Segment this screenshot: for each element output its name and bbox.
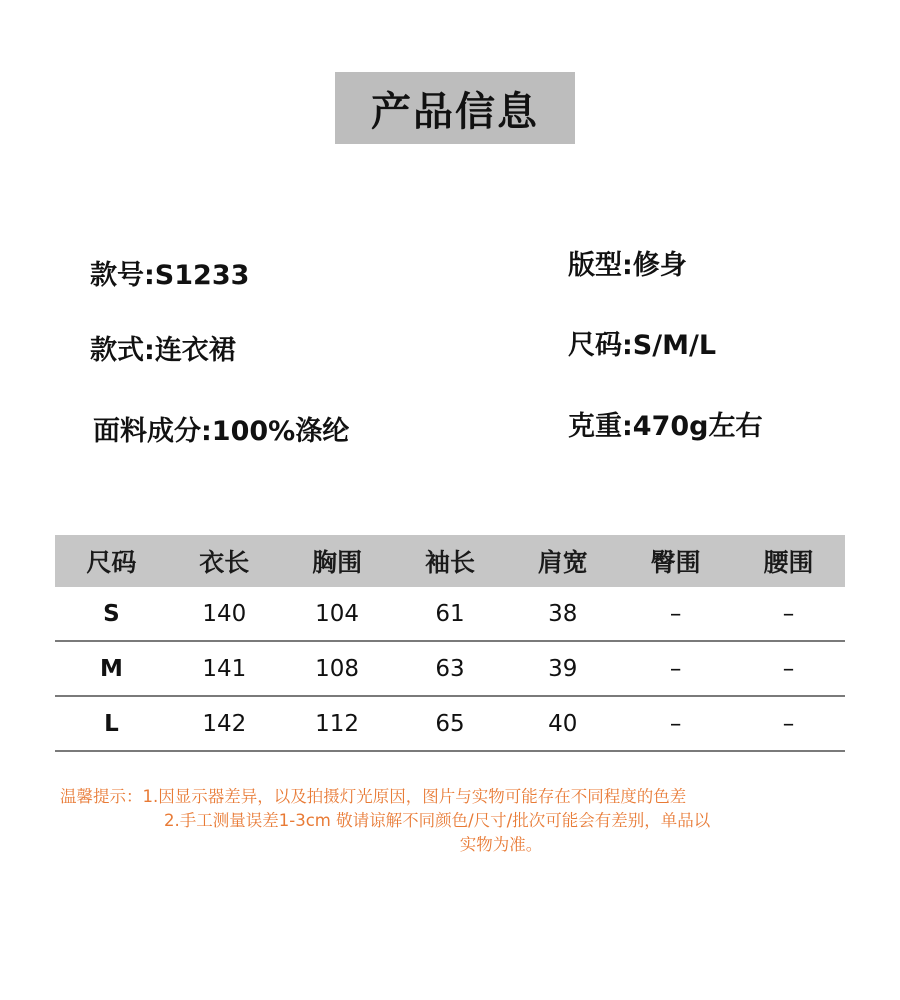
- table-cell: –: [669, 655, 682, 682]
- table-cell: 108: [315, 655, 360, 682]
- table-cell: 112: [315, 710, 360, 737]
- info-sizes: 尺码:S/M/L: [568, 330, 717, 361]
- info-style-type: 款式:连衣裙: [90, 335, 236, 366]
- header-size: 尺码: [86, 548, 137, 577]
- table-cell: 39: [548, 655, 578, 682]
- table-cell: 61: [435, 600, 465, 627]
- table-cell: –: [782, 655, 795, 682]
- page-title: 产品信息: [371, 88, 539, 135]
- table-cell: –: [669, 710, 682, 737]
- table-row: [55, 587, 845, 642]
- header-sleeve: 袖长: [424, 548, 475, 577]
- size-table: [55, 535, 845, 752]
- info-material: 面料成分:100%涤纶: [93, 416, 350, 447]
- size-table-header: [55, 535, 845, 587]
- table-cell: 104: [315, 600, 360, 627]
- info-style-no: 款号:S1233: [90, 260, 250, 291]
- notice-line-3: 实物为准。: [459, 835, 543, 854]
- title-banner: [335, 72, 575, 144]
- header-waist: 腰围: [763, 548, 814, 577]
- info-weight: 克重:470g左右: [568, 411, 763, 442]
- table-cell: –: [669, 600, 682, 627]
- header-hip: 臀围: [650, 548, 701, 577]
- notice-line-2: 2.手工测量误差1-3cm 敬请谅解不同颜色/尺寸/批次可能会有差别，单品以: [164, 811, 711, 830]
- table-cell: S: [103, 600, 120, 627]
- table-row: [55, 697, 845, 752]
- table-row: [55, 642, 845, 697]
- table-cell: 142: [202, 710, 247, 737]
- header-bust: 胸围: [312, 548, 363, 577]
- header-shoulder: 肩宽: [537, 548, 588, 577]
- info-fit: 版型:修身: [568, 250, 687, 281]
- table-cell: 140: [202, 600, 247, 627]
- notice-text: [60, 785, 842, 857]
- notice-line-1: 温馨提示：1.因显示器差异，以及拍摄灯光原因，图片与实物可能存在不同程度的色差: [60, 787, 687, 806]
- table-cell: 63: [435, 655, 465, 682]
- table-cell: L: [104, 710, 119, 737]
- table-cell: 141: [202, 655, 247, 682]
- header-length: 衣长: [199, 548, 250, 577]
- table-cell: 40: [548, 710, 578, 737]
- table-cell: M: [99, 655, 123, 682]
- table-cell: 38: [548, 600, 578, 627]
- table-cell: –: [782, 600, 795, 627]
- table-cell: –: [782, 710, 795, 737]
- table-cell: 65: [435, 710, 465, 737]
